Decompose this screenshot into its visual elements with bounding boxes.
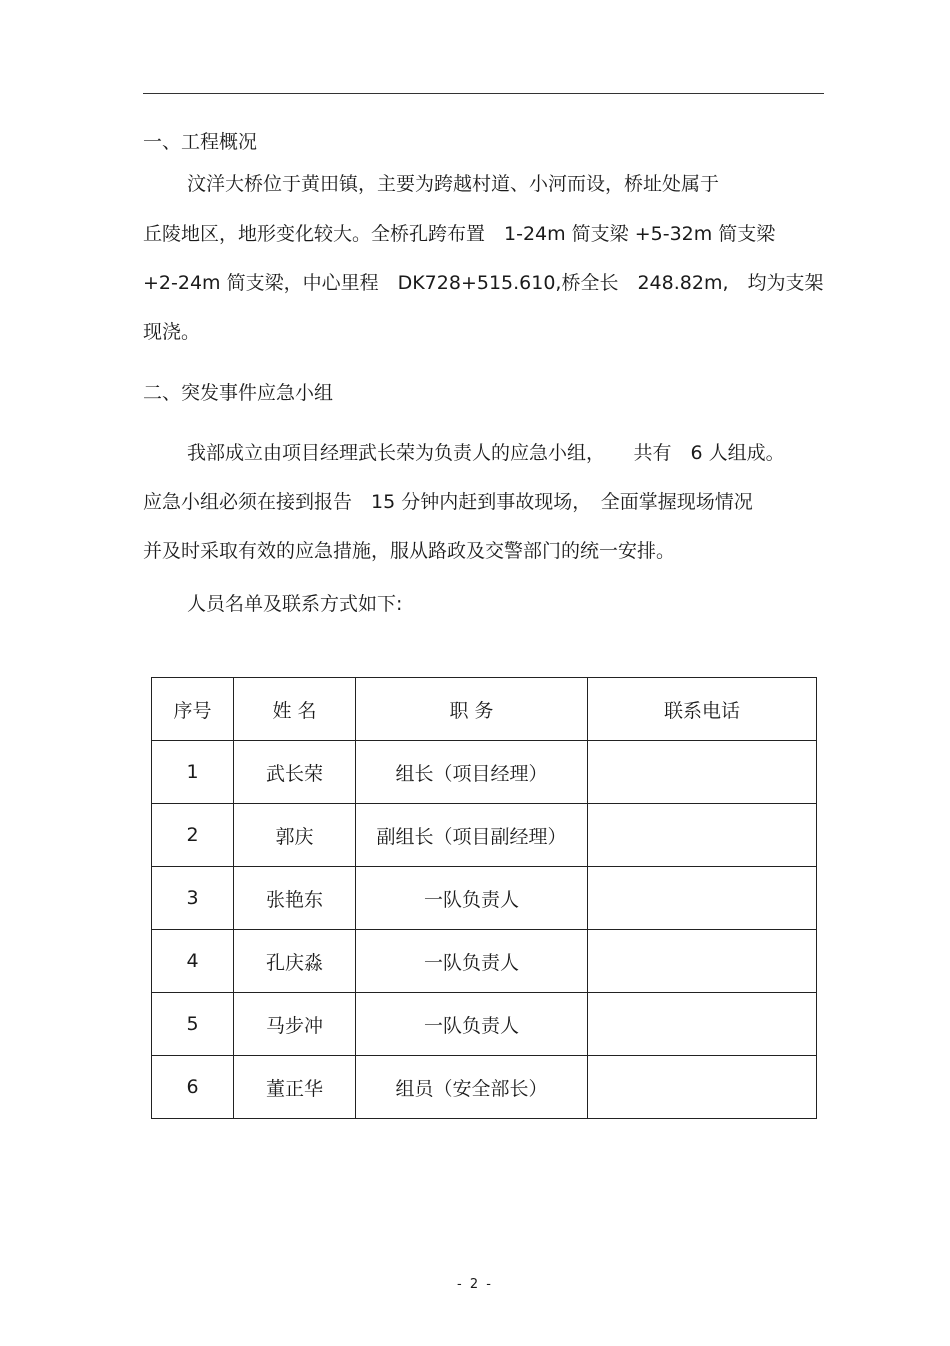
table-row xyxy=(152,867,817,930)
cell-position: 副组长（项目副经理） xyxy=(356,804,588,867)
section-1-line-3: +2-24m 简支梁，中心里程 DK728+515.610,桥全长 248.82m, 均为支架 xyxy=(143,272,824,294)
table-row xyxy=(152,993,817,1056)
cell-name: 武长荣 xyxy=(234,741,356,804)
cell-index: 6 xyxy=(152,1056,234,1119)
table-row xyxy=(152,741,817,804)
section-1-line-2: 丘陵地区，地形变化较大。全桥孔跨布置 1-24m 简支梁 +5-32m 简支梁 xyxy=(143,223,776,245)
page-number: - 2 - xyxy=(457,1277,493,1292)
table-row xyxy=(152,804,817,867)
cell-name: 张艳东 xyxy=(234,867,356,930)
section-2-line-2: 应急小组必须在接到报告 15 分钟内赶到事故现场， 全面掌握现场情况 xyxy=(143,491,753,513)
header-cell-name: 姓 名 xyxy=(234,678,356,741)
cell-name: 董正华 xyxy=(234,1056,356,1119)
table-row xyxy=(152,1056,817,1119)
cell-position: 组员（安全部长） xyxy=(356,1056,588,1119)
cell-phone xyxy=(588,993,817,1056)
cell-name: 郭庆 xyxy=(234,804,356,867)
cell-phone xyxy=(588,930,817,993)
cell-phone xyxy=(588,804,817,867)
cell-index: 3 xyxy=(152,867,234,930)
cell-position: 一队负责人 xyxy=(356,930,588,993)
cell-name: 马步冲 xyxy=(234,993,356,1056)
cell-position: 一队负责人 xyxy=(356,867,588,930)
cell-phone xyxy=(588,867,817,930)
cell-index: 2 xyxy=(152,804,234,867)
cell-phone xyxy=(588,741,817,804)
cell-position: 组长（项目经理） xyxy=(356,741,588,804)
section-1-line-4: 现浇。 xyxy=(143,321,201,343)
cell-index: 4 xyxy=(152,930,234,993)
staff-table xyxy=(151,677,817,1119)
header-cell-phone: 联系电话 xyxy=(588,678,817,741)
table-row xyxy=(152,930,817,993)
section-2-line-1: 我部成立由项目经理武长荣为负责人的应急小组， 共有 6 人组成。 xyxy=(187,442,785,464)
cell-phone xyxy=(588,1056,817,1119)
cell-name: 孔庆淼 xyxy=(234,930,356,993)
cell-position: 一队负责人 xyxy=(356,993,588,1056)
section-1-heading: 一、工程概况 xyxy=(143,131,258,153)
table-header-row xyxy=(152,678,817,741)
cell-index: 1 xyxy=(152,741,234,804)
section-2-line-3: 并及时采取有效的应急措施，服从路政及交警部门的统一安排。 xyxy=(143,540,676,562)
section-1-line-1: 汶洋大桥位于黄田镇，主要为跨越村道、小河而设，桥址处属于 xyxy=(187,173,720,195)
section-2-heading: 二、突发事件应急小组 xyxy=(143,382,334,404)
list-intro: 人员名单及联系方式如下: xyxy=(187,593,403,615)
header-cell-position: 职 务 xyxy=(356,678,588,741)
header-cell-index: 序号 xyxy=(152,678,234,741)
header-rule xyxy=(143,93,824,94)
cell-index: 5 xyxy=(152,993,234,1056)
